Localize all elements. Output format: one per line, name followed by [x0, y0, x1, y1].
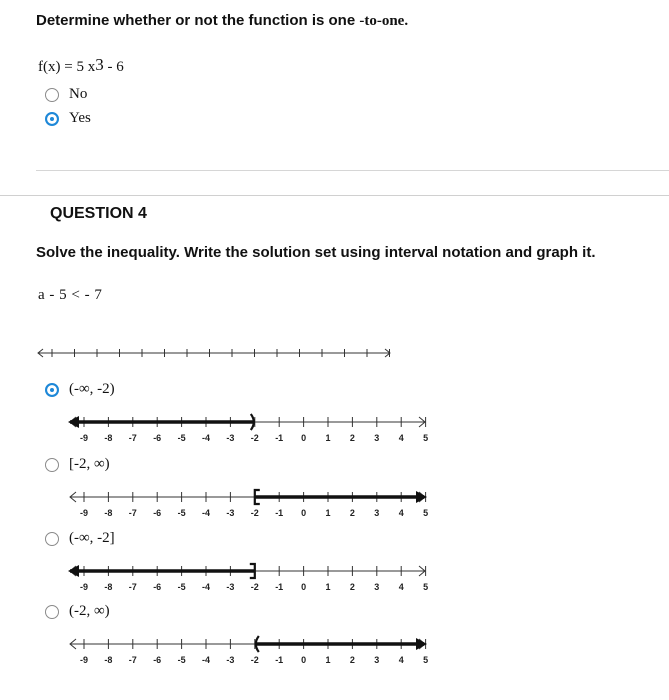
option-4-label: (-2, ∞)	[69, 603, 110, 619]
tick-label: 0	[301, 655, 307, 665]
option-no-label: No	[69, 86, 88, 102]
tick-label: -7	[128, 655, 137, 665]
tick-label: -2	[250, 508, 259, 518]
tick-label: 3	[374, 582, 380, 592]
option-yes-label: Yes	[69, 110, 91, 126]
tick-label: 5	[423, 433, 429, 443]
tick-label: 2	[349, 508, 355, 518]
tick-label: -8	[104, 655, 113, 665]
tick-label: 0	[301, 508, 307, 518]
question-3-title: Determine whether or not the function is one -to-one.	[36, 12, 409, 29]
option-2-label: [-2, ∞)	[69, 456, 110, 472]
tick-label: -5	[177, 655, 186, 665]
tick-label: -2	[250, 655, 259, 665]
tick-label: -5	[177, 582, 186, 592]
tick-label: 3	[374, 508, 380, 518]
option-3-label: (-∞, -2]	[69, 530, 115, 546]
tick-label: -6	[153, 508, 162, 518]
number-line-option-2	[66, 488, 431, 520]
radio-option-3[interactable]	[45, 532, 59, 546]
option-no[interactable]	[45, 86, 87, 103]
option-4[interactable]	[45, 603, 110, 620]
tick-label: -9	[79, 433, 89, 443]
number-line-option-1	[66, 413, 431, 445]
option-2[interactable]	[45, 456, 110, 473]
tick-label: -3	[226, 433, 235, 443]
number-line-option-3	[66, 562, 431, 594]
tick-label: -3	[226, 655, 235, 665]
tick-label: -9	[79, 508, 89, 518]
tick-label: -3	[226, 582, 235, 592]
number-line-option-4	[66, 635, 431, 667]
question-4-prompt: Solve the inequality. Write the solution set using interval notation and graph it.	[36, 244, 596, 261]
tick-label: 4	[398, 433, 404, 443]
tick-label: -2	[250, 433, 259, 443]
option-yes[interactable]	[45, 110, 91, 127]
tick-label: 5	[423, 582, 429, 592]
function-expression: f(x) = 5 $x^3 - 6$	[38, 55, 124, 75]
tick-label: 1	[325, 433, 331, 443]
tick-label: 2	[349, 433, 355, 443]
tick-label: -1	[275, 582, 284, 592]
tick-label: 5	[423, 655, 429, 665]
tick-label: -5	[177, 433, 186, 443]
tick-label: -2	[250, 582, 259, 592]
tick-label: -7	[128, 582, 137, 592]
tick-label: 1	[325, 655, 331, 665]
tick-label: 2	[349, 582, 355, 592]
tick-label: -7	[128, 508, 137, 518]
tick-label: 3	[374, 433, 380, 443]
tick-label: 5	[423, 508, 429, 518]
tick-label: -7	[128, 433, 137, 443]
tick-label: -6	[153, 582, 162, 592]
radio-yes[interactable]	[45, 112, 59, 126]
ray-arrow	[68, 416, 79, 428]
tick-label: -9	[79, 655, 89, 665]
tick-label: -8	[104, 433, 113, 443]
radio-option-4[interactable]	[45, 605, 59, 619]
tick-label: -1	[275, 655, 284, 665]
radio-option-1[interactable]	[45, 383, 59, 397]
tick-label: -6	[153, 655, 162, 665]
section-divider	[0, 195, 669, 196]
tick-label: -4	[201, 582, 211, 592]
option-1[interactable]	[45, 381, 115, 398]
tick-label: -1	[275, 508, 284, 518]
tick-label: 2	[349, 655, 355, 665]
tick-label: 4	[398, 655, 404, 665]
tick-label: -3	[226, 508, 235, 518]
tick-label: -6	[153, 433, 162, 443]
tick-label: 0	[301, 433, 307, 443]
divider	[36, 170, 669, 171]
inequality: a - 5 < - 7	[38, 287, 103, 303]
radio-no[interactable]	[45, 88, 59, 102]
radio-option-2[interactable]	[45, 458, 59, 472]
tick-label: 1	[325, 582, 331, 592]
blank-number-line	[34, 345, 394, 361]
tick-label: -1	[275, 433, 284, 443]
ray-arrow	[68, 565, 79, 577]
tick-label: 3	[374, 655, 380, 665]
option-1-label: (-∞, -2)	[69, 381, 115, 397]
option-3[interactable]	[45, 530, 115, 547]
tick-label: 4	[398, 582, 404, 592]
question-4-heading: QUESTION 4	[50, 205, 147, 222]
tick-label: -5	[177, 508, 186, 518]
tick-label: -8	[104, 582, 113, 592]
tick-label: 0	[301, 582, 307, 592]
tick-label: 4	[398, 508, 404, 518]
tick-label: -8	[104, 508, 113, 518]
tick-label: -4	[201, 508, 211, 518]
tick-label: -4	[201, 655, 211, 665]
tick-label: -9	[79, 582, 89, 592]
tick-label: -4	[201, 433, 211, 443]
tick-label: 1	[325, 508, 331, 518]
exponent: 3	[95, 55, 104, 74]
